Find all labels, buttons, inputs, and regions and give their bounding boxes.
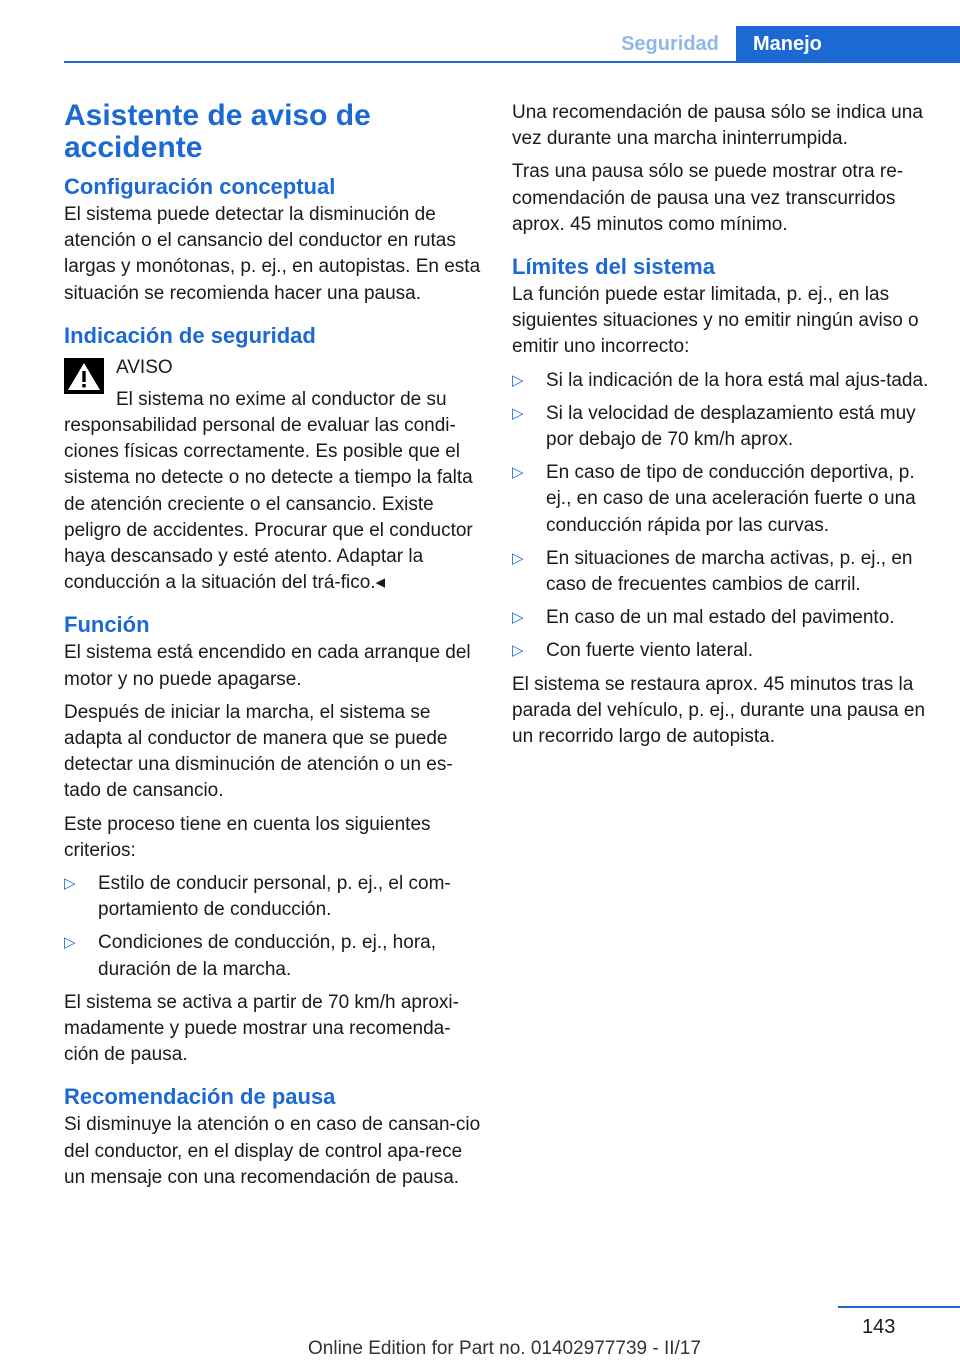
pause-text-2: Una recomendación de pausa sólo se indica una vez durante una marcha ininterrumpida. — [512, 102, 923, 150]
page-title: Asistente de aviso de accidente — [64, 99, 371, 164]
limits-intro: La función puede estar limitada, p. ej., en las siguientes situaciones y no emitir ningún aviso o emitir uno incorrecto: — [512, 284, 919, 358]
warning-block — [64, 355, 482, 597]
warning-title: AVISO — [116, 356, 173, 378]
heading-function: Función — [64, 612, 150, 638]
list-item — [512, 401, 932, 453]
triangle-bullet-icon: ▷ — [512, 549, 524, 567]
criteria-list — [64, 871, 482, 983]
list-item-text: Condiciones de conducción, p. ej., hora, duración de la marcha. — [98, 932, 436, 980]
list-item-text: En caso de un mal estado del pavimento. — [546, 607, 895, 629]
heading-pause: Recomendación de pausa — [64, 1084, 336, 1110]
list-item-text: En caso de tipo de conducción deportiva, p. ej., en caso de una aceleración fuerte o una conducción rápida por las curvas. — [546, 462, 916, 536]
list-item-text: Con fuerte viento lateral. — [546, 640, 754, 662]
list-item — [64, 871, 482, 923]
function-text-2: Después de iniciar la marcha, el sistema se adapta al conductor de manera que se puede detectar una disminución de atención o un es‐tado de cansancio. — [64, 701, 453, 802]
list-item-text: En situaciones de marcha activas, p. ej., en caso de frecuentes cambios de carril. — [546, 547, 913, 596]
list-item — [64, 930, 482, 982]
heading-safety: Indicación de seguridad — [64, 322, 316, 348]
function-text-1: El sistema está encendido en cada arranque del motor y no puede apagarse. — [64, 642, 471, 690]
triangle-bullet-icon: ▷ — [64, 875, 76, 893]
tab-manejo[interactable]: Manejo — [736, 26, 960, 62]
header-divider — [64, 61, 960, 63]
warning-text: El sistema no exime al conductor de su responsabilidad personal de evaluar las condi‐ciones físicas correctamente. Es posible que el sistema no detecte o no detecte a tiempo la falta de atención creciente o el cansancio. Existe peligro de accidentes. Procurar que el conductor haya descansado y esté atento. Adaptar la conducción a la situación del trá‐fico.◂ — [64, 388, 473, 594]
list-item — [512, 460, 932, 539]
list-item — [512, 368, 932, 394]
list-item-text: Si la indicación de la hora está mal ajus‐tada. — [546, 369, 929, 391]
triangle-bullet-icon: ▷ — [512, 404, 524, 422]
left-column — [64, 100, 482, 1198]
function-text-3: Este proceso tiene en cuenta los siguientes criterios: — [64, 813, 431, 861]
list-item — [512, 638, 932, 664]
limits-outro: El sistema se restaura aprox. 45 minutos tras la parada del vehículo, p. ej., durante una pausa en un recorrido largo de autopista. — [512, 673, 926, 748]
list-item-text: Si la velocidad de desplazamiento está muy por debajo de 70 km/h aprox. — [546, 402, 916, 451]
right-column — [512, 100, 932, 757]
tab-seguridad[interactable]: Seguridad — [621, 33, 719, 55]
concept-text: El sistema puede detectar la disminución de atención o el cansancio del conductor en rutas largas y monótonas, p. ej., en autopistas. En esta situación se recomienda hacer una pausa. — [64, 204, 481, 304]
warning-triangle-icon — [64, 358, 104, 394]
edition-footer: Online Edition for Part no. 01402977739 - II/17 — [308, 1338, 701, 1359]
heading-limits: Límites del sistema — [512, 254, 715, 280]
triangle-bullet-icon: ▷ — [512, 464, 524, 482]
list-item — [512, 605, 932, 631]
heading-concept: Configuración conceptual — [64, 174, 336, 199]
pause-text-3: Tras una pausa sólo se puede mostrar otra re‐comendación de pausa una vez transcurridos aprox. 45 minutos como mínimo. — [512, 161, 904, 235]
page-number: 143 — [862, 1316, 896, 1338]
footer-divider — [838, 1306, 960, 1308]
function-text-4: El sistema se activa a partir de 70 km/h aproxi‐madamente y puede mostrar una recomenda‐ción de pausa. — [64, 991, 459, 1066]
list-item — [512, 546, 932, 598]
pause-text-1: Si disminuye la atención o en caso de cansan‐cio del conductor, en el display de control apa‐rece un mensaje con una recomendación de pausa. — [64, 1114, 481, 1188]
triangle-bullet-icon: ▷ — [512, 642, 524, 660]
limits-list — [512, 368, 932, 665]
triangle-bullet-icon: ▷ — [512, 609, 524, 627]
triangle-bullet-icon: ▷ — [512, 371, 524, 389]
list-item-text: Estilo de conducir personal, p. ej., el com‐portamiento de conducción. — [98, 873, 451, 921]
triangle-bullet-icon: ▷ — [64, 934, 76, 952]
